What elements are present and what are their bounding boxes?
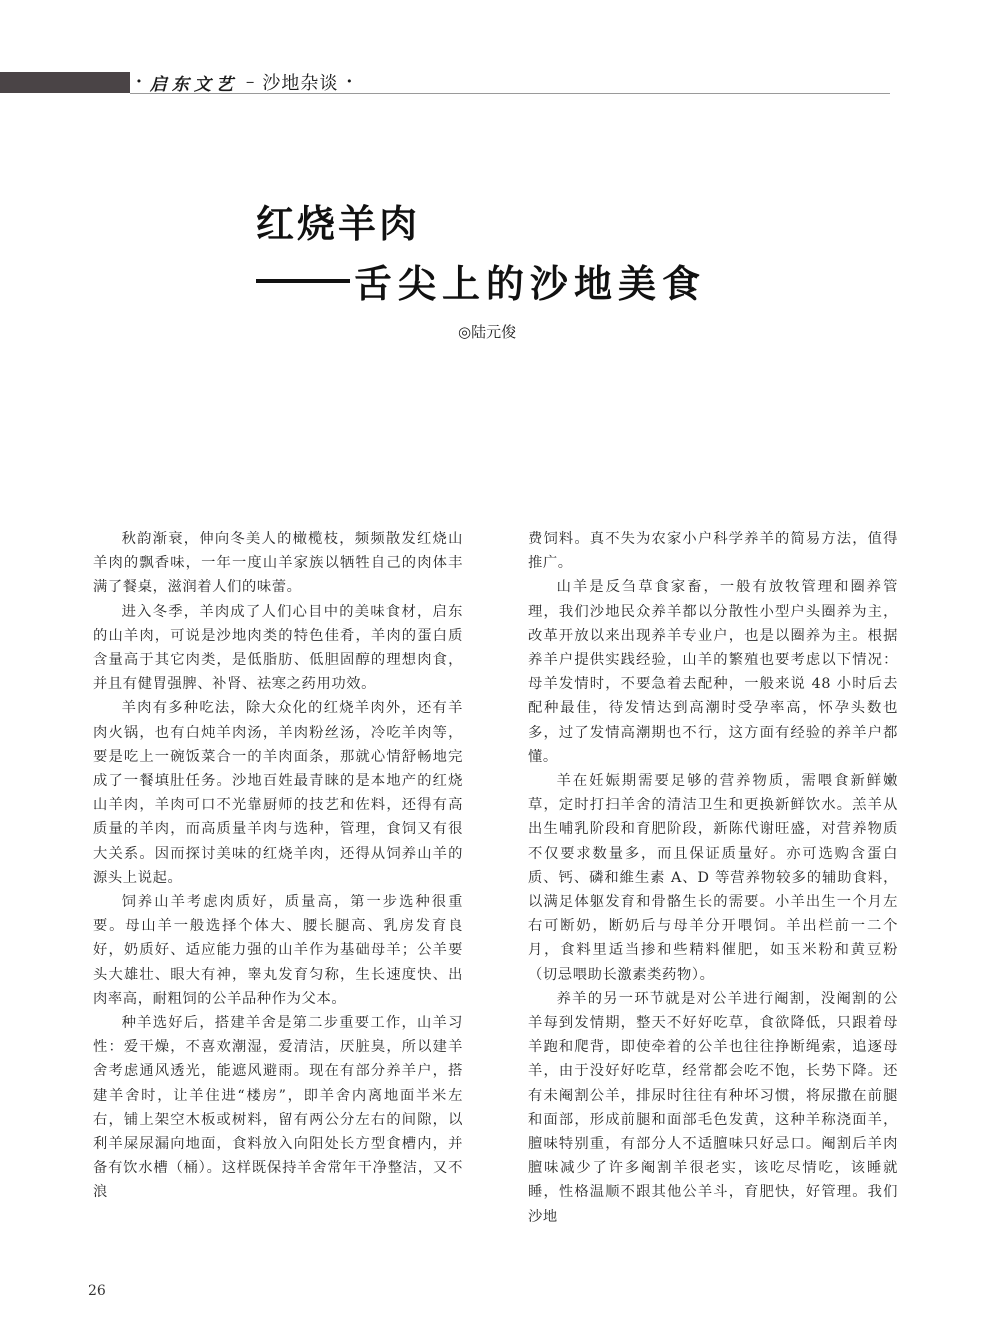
header-bullet-right: · [346,72,353,92]
paragraph-continued: 费饲料。真不失为农家小户科学养羊的简易方法，值得推广。 [528,531,898,572]
column-name: 沙地杂谈 [262,73,339,94]
paragraph: 饲养山羊考虑肉质好，质量高，第一步选种很重要。母山羊一般选择个体大、腰长腿高、乳房发育良好，奶质好、适应能力强的山羊作为基础母羊；公羊要头大雄壮、眼大有神，睾丸发育匀称，生长速度快、出肉率高，耐粗饲的公羊品种作为父本。 [93,894,463,1007]
magazine-name: 启东文艺 [149,74,238,95]
article-subtitle [256,253,706,308]
header-rule [130,93,890,94]
header-separator: – [245,72,255,92]
running-header [136,71,352,93]
header-bar [0,72,130,93]
paragraph: 秋韵渐衰，伸向冬美人的橄榄枝，频频散发红烧山羊肉的飘香味，一年一度山羊家族以牺牲自己的肉体丰满了餐桌，滋润着人们的味蕾。 [93,531,463,596]
subtitle-dash [256,279,350,283]
paragraph: 羊肉有多种吃法，除大众化的红烧羊肉外，还有羊肉火锅，也有白炖羊肉汤，羊肉粉丝汤，冷吃羊肉等，要是吃上一碗饭菜合一的羊肉面条，那就心情舒畅地完成了一餐填肚任务。沙地百姓最青睐的是本地产的红烧山羊肉，羊肉可口不光靠厨师的技艺和佐料，还得有高质量的羊肉，而高质量羊肉与选种，管理，食饲又有很大关系。因而探讨美味的红烧羊肉，还得从饲养山羊的源头上说起。 [93,700,463,886]
article-title: 红烧羊肉 [256,202,421,246]
paragraph: 进入冬季，羊肉成了人们心目中的美味食材，启东的山羊肉，可说是沙地肉类的特色佳肴，羊肉的蛋白质含量高于其它肉类，是低脂肪、低胆固醇的理想肉食，并且有健胃强脾、补肾、祛寒之药用功效。 [93,603,463,693]
article-subtitle-text: 舌尖上的沙地美食 [354,262,707,306]
body-column-right [528,527,898,1229]
paragraph: 种羊选好后，搭建羊舍是第二步重要工作，山羊习性：爱干燥，不喜欢潮湿，爱清洁，厌脏臭，所以建羊舍考虑通风透光，能遮风避雨。现在有部分养羊户，搭建羊舍时，让羊住进“楼房”，即羊舍内离地面半米左右，铺上架空木板或树料，留有两公分左右的间隙，以利羊屎尿漏向地面，食料放入向阳处长方型食槽内，并备有饮水槽（桶）。这样既保持羊舍常年干净整洁，又不浪 [93,1015,463,1201]
paragraph: 山羊是反刍草食家畜，一般有放牧管理和圈养管理，我们沙地民众养羊都以分散性小型户头圈养为主，改革开放以来出现养羊专业户，也是以圈养为主。根据养羊户提供实践经验，山羊的繁殖也要考虑以下情况：母羊发情时，不要急着去配种，一般来说 48 小时后去配种最佳，待发情达到高潮时受孕率高，怀孕头数也多，过了发情高潮期也不行，这方面有经验的养羊户都懂。 [528,579,898,765]
author-byline: ◎陆元俊 [458,323,517,341]
paragraph: 羊在妊娠期需要足够的营养物质，需喂食新鲜嫩草，定时打扫羊舍的清洁卫生和更换新鲜饮水。羔羊从出生哺乳阶段和育肥阶段，新陈代谢旺盛，对营养物质不仅要求数量多，而且保证质量好。亦可选购含蛋白质、钙、磷和維生素 A、D 等营养物较多的辅助食料，以满足体躯发育和骨骼生长的需要。小羊出生一个月左右可断奶，断奶后与母羊分开喂饲。羊出栏前一二个月，食料里适当掺和些精料催肥，如玉米粉和黄豆粉（切忌喂助长激素类药物）。 [528,773,898,983]
page-number: 26 [88,1283,106,1299]
paragraph: 养羊的另一环节就是对公羊进行阉割，没阉割的公羊每到发情期，整天不好好吃草，食欲降低，只跟着母羊跑和爬背，即使牵着的公羊也往往挣断绳索，追逐母羊，由于没好好吃草，经常都会吃不饱，长势下降。还有未阉割公羊，排尿时往往有种坏习惯，将尿撒在前腿和面部，形成前腿和面部毛色发黄，这种羊称浇面羊，膻味特别重，有部分人不适膻味只好忌口。阉割后羊肉膻味减少了许多阉割羊很老实，该吃尽情吃，该睡就睡，性格温顺不跟其他公羊斗，育肥快，好管理。我们沙地 [528,990,898,1225]
header-bullet-left: · [136,72,142,92]
body-column-left [93,527,463,1205]
